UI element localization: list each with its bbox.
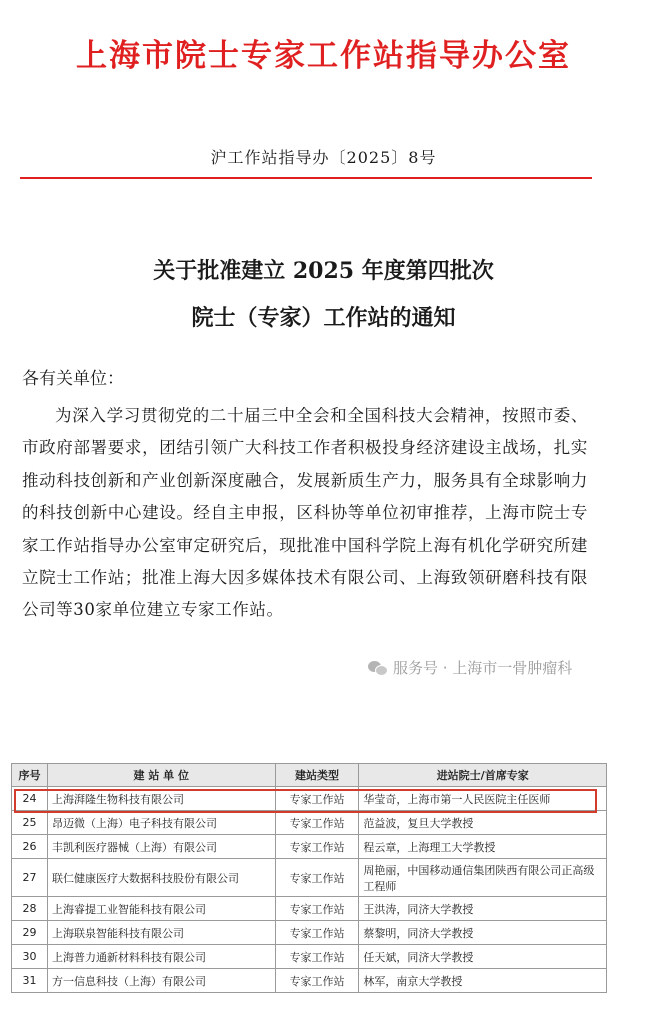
row-unit: 上海湃隆生物科技有限公司 [47,787,275,811]
row-no: 29 [12,921,48,945]
header-unit: 建 站 单 位 [47,764,275,787]
watermark [368,657,572,678]
row-unit: 联仁健康医疗大数据科技股份有限公司 [47,859,275,897]
workstation-table [11,763,607,993]
row-expert: 林军，南京大学教授 [359,969,607,993]
row-type: 专家工作站 [275,921,359,945]
table-row [12,921,607,945]
row-no: 30 [12,945,48,969]
row-unit: 上海睿提工业智能科技有限公司 [47,897,275,921]
row-expert: 周艳丽，中国移动通信集团陕西有限公司正高级工程师 [359,859,607,897]
row-expert: 华莹奇，上海市第一人民医院主任医师 [359,787,607,811]
row-no: 26 [12,835,48,859]
row-type: 专家工作站 [275,859,359,897]
salutation: 各有关单位： [22,369,124,389]
red-divider [20,177,592,179]
row-expert: 任天斌，同济大学教授 [359,945,607,969]
row-type: 专家工作站 [275,811,359,835]
row-type: 专家工作站 [275,835,359,859]
row-no: 27 [12,859,48,897]
notice-title-line2: 院士（专家）工作站的通知 [191,305,456,331]
row-unit: 丰凯利医疗器械（上海）有限公司 [47,835,275,859]
watermark-text: 服务号 · 上海市一骨肿瘤科 [393,659,573,677]
row-expert: 蔡黎明，同济大学教授 [359,921,607,945]
header-type: 建站类型 [275,764,359,787]
row-no: 31 [12,969,48,993]
row-unit: 上海普力通新材料科技有限公司 [47,945,275,969]
row-no: 24 [12,787,48,811]
table-row [12,787,607,811]
row-no: 28 [12,897,48,921]
table-row [12,811,607,835]
wechat-icon [368,660,388,676]
row-type: 专家工作站 [275,969,359,993]
notice-body: 为深入学习贯彻党的二十届三中全会和全国科技大会精神，按照市委、市政府部署要求，团结引领广大科技工作者积极投身经济建设主战场，扎实推动科技创新和产业创新深度融合，发展新质生产力，服务具有全球影响力的科技创新中心建设。经自主申报，区科协等单位初审推荐，上海市院士专家工作站指导办公室审定研究后，现批准中国科学院上海有机化学研究所建立院士工作站；批准上海大因多媒体技术有限公司、上海致领研磨科技有限公司等30家单位建立专家工作站。 [22,406,588,620]
row-unit: 上海联泉智能科技有限公司 [47,921,275,945]
row-expert: 范益波，复旦大学教授 [359,811,607,835]
row-type: 专家工作站 [275,787,359,811]
header-expert: 进站院士/首席专家 [359,764,607,787]
table-row [12,945,607,969]
table-row [12,835,607,859]
org-title: 上海市院士专家工作站指导办公室 [76,38,571,74]
row-expert: 王洪涛，同济大学教授 [359,897,607,921]
header-no: 序号 [12,764,48,787]
row-no: 25 [12,811,48,835]
row-unit: 昂迈微（上海）电子科技有限公司 [47,811,275,835]
row-unit: 方一信息科技（上海）有限公司 [47,969,275,993]
row-type: 专家工作站 [275,897,359,921]
row-expert: 程云章，上海理工大学教授 [359,835,607,859]
table-row [12,897,607,921]
notice-title-line1: 关于批准建立 2025 年度第四批次 [153,258,494,284]
row-type: 专家工作站 [275,945,359,969]
table-header-row [12,764,607,787]
table-row [12,859,607,897]
document-number: 沪工作站指导办〔2025〕8号 [210,148,437,167]
table-row [12,969,607,993]
